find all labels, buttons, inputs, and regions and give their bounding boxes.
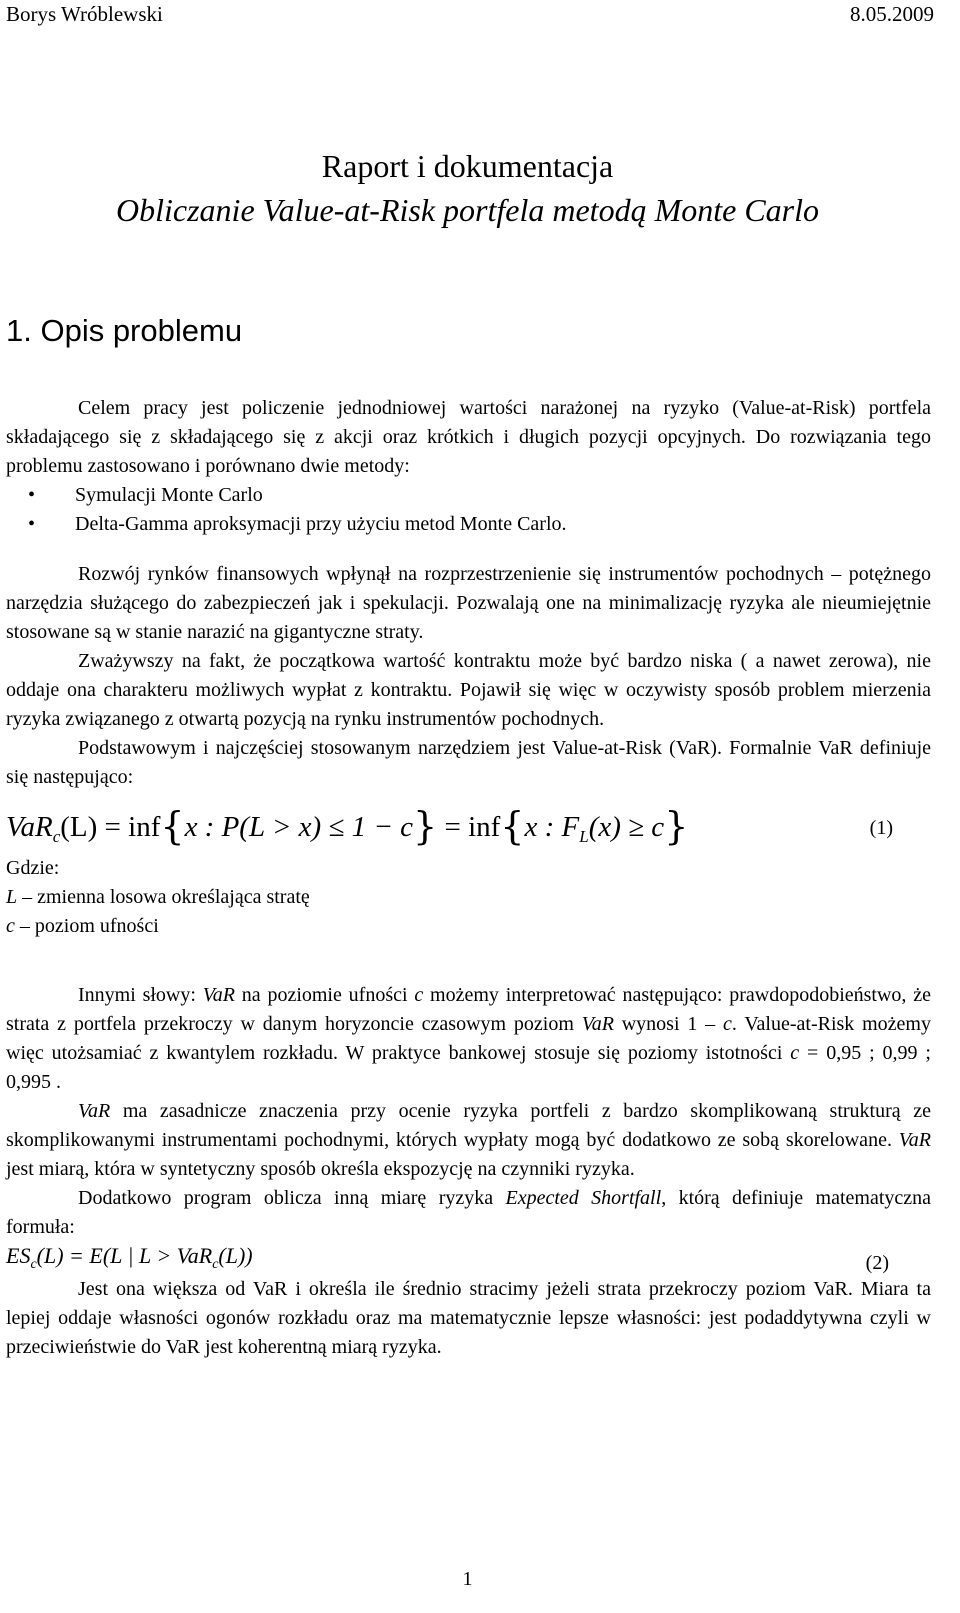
page-number: 1 bbox=[462, 1568, 473, 1590]
text-run: . Value-at-Risk możemy więc utożsamiać z kwantylem rozkładu. W praktyce bankowej stosuje się poziomy istotności bbox=[6, 1013, 931, 1064]
spacer bbox=[6, 941, 931, 981]
section-body bbox=[6, 394, 931, 1362]
paragraph-es-properties: Jest ona większa od VaR i określa ile średnio stracimy jeżeli strata przekroczy poziom VaR. Miara ta lepiej oddaje własności ogonów rozkładu oraz ma matematycznie lepsze własności: jest podaddytywna czyli w przeciwieństwie do VaR jest koherentną miarą ryzyka. bbox=[6, 1278, 931, 1358]
equation-symbol: ES bbox=[6, 1243, 31, 1268]
definition-symbol: c bbox=[6, 915, 15, 937]
equation-text: (L) = inf bbox=[60, 811, 161, 843]
paragraph-var-intro: Podstawowym i najczęściej stosowanym narzędziem jest Value-at-Risk (VaR). Formalnie VaR definiuje się następująco: bbox=[6, 737, 931, 788]
term-c: c bbox=[722, 1013, 732, 1035]
text-run: ma zasadnicze znaczenia przy ocenie ryzyka portfeli z bardzo skomplikowaną strukturą ze skomplikowanymi instrumentami pochodnymi, których wypłaty mogą być dodatkowo ze sobą skorelowane. bbox=[6, 1100, 931, 1151]
equation-subscript: c bbox=[30, 1257, 37, 1272]
text-run: , którą definiuje matematyczna formuła: bbox=[6, 1187, 932, 1238]
bullet-icon: • bbox=[28, 513, 36, 535]
equation-number: (2) bbox=[865, 1252, 889, 1274]
equation-number: (1) bbox=[869, 817, 893, 839]
brace-close: } bbox=[664, 804, 689, 848]
term-c: c bbox=[414, 984, 424, 1006]
equation-formula bbox=[6, 806, 688, 858]
header-author: Borys Wróblewski bbox=[6, 2, 163, 26]
equation-text: = inf bbox=[437, 811, 501, 843]
equation-expected-shortfall bbox=[6, 1242, 931, 1275]
text-run: Innymi słowy: bbox=[78, 984, 203, 1006]
equation-text: (L) = E(L | L > VaR bbox=[36, 1243, 213, 1268]
equation-text: (L)) bbox=[218, 1243, 253, 1268]
report-subtitle: Obliczanie Value-at-Risk portfela metodą Monte Carlo bbox=[116, 192, 819, 228]
paragraph-contract-value: Zważywszy na fakt, że początkowa wartość kontraktu może być bardzo niska ( a nawet zerowa), nie oddaje ona charakteru możliwych wypłat z kontraktu. Pojawił się więc w oczywisty sposób problem mierzenia ryzyka związanego z otwartą pozycją na rynku instrumentów pochodnych. bbox=[6, 650, 931, 730]
list-item bbox=[6, 481, 931, 510]
equation-set: (x) ≥ c bbox=[588, 811, 665, 843]
term-var: VaR bbox=[898, 1129, 931, 1151]
list-item-text: Symulacji Monte Carlo bbox=[75, 484, 263, 506]
brace-close: } bbox=[413, 804, 438, 848]
equation-symbol: VaR bbox=[6, 811, 53, 843]
term-c: c bbox=[790, 1042, 800, 1064]
brace-open: { bbox=[160, 804, 185, 848]
term-var: VaR bbox=[78, 1100, 111, 1122]
equation-formula bbox=[6, 1242, 253, 1279]
methods-list bbox=[6, 481, 931, 539]
report-title: Raport i dokumentacja bbox=[321, 148, 614, 184]
equation-set: x : P(L > x) ≤ 1 − c bbox=[184, 811, 414, 843]
spacer bbox=[6, 539, 931, 560]
definition-c bbox=[6, 912, 931, 941]
paragraph-derivatives: Rozwój rynków finansowych wpłynął na rozprzestrzenienie się instrumentów pochodnych – potężnego narzędzia służącego do zabezpieczeń jak i spekulacji. Pozwalają one na minimalizację ryzyka ale nieumiejętnie stosowane są w stanie narazić na gigantyczne straty. bbox=[6, 563, 931, 643]
list-item bbox=[6, 510, 931, 539]
equation-subscript: c bbox=[212, 1257, 219, 1272]
paragraph-expected-shortfall bbox=[6, 1184, 931, 1242]
bullet-icon: • bbox=[28, 484, 36, 506]
text-run: na poziomie ufności bbox=[234, 984, 415, 1006]
header-date: 8.05.2009 bbox=[850, 2, 934, 26]
text-run: możemy interpretować następująco: prawdopodobieństwo, że strata z portfela przekroczy w danym horyzoncie czasowym poziom bbox=[6, 984, 931, 1035]
equation-set: x : F bbox=[524, 811, 580, 843]
equation-var-definition bbox=[6, 806, 931, 854]
equation-subscript: c bbox=[52, 827, 61, 846]
equation-subscript: L bbox=[579, 827, 589, 846]
text-run: Dodatkowo program oblicza inną miarę ryzyka bbox=[78, 1187, 506, 1209]
paragraph-interpretation bbox=[6, 981, 931, 1097]
brace-open: { bbox=[500, 804, 525, 848]
text-run: wynosi 1 – bbox=[613, 1013, 723, 1035]
section-heading: 1. Opis problemu bbox=[6, 313, 243, 348]
where-label: Gdzie: bbox=[6, 857, 60, 879]
definition-L bbox=[6, 883, 931, 912]
term-var: VaR bbox=[202, 984, 235, 1006]
intro-paragraph: Celem pracy jest policzenie jednodniowej wartości narażonej na ryzyko (Value-at-Risk) portfela składającego się z składającego się z akcji oraz krótkich i długich pozycji opcyjnych. Do rozwiązania tego problemu zastosowano i porównano dwie metody: bbox=[6, 397, 931, 477]
definition-symbol: L bbox=[6, 886, 18, 908]
paragraph-var-importance bbox=[6, 1097, 931, 1184]
text-run: jest miarą, która w syntetyczny sposób określa ekspozycję na czynniki ryzyka. bbox=[6, 1158, 635, 1180]
definition-text: – poziom ufności bbox=[14, 915, 159, 937]
text-run: = 0,95 ; 0,99 ; 0,995 . bbox=[6, 1042, 931, 1093]
term-var: VaR bbox=[581, 1013, 614, 1035]
definition-text: – zmienna losowa określająca stratę bbox=[17, 886, 310, 908]
list-item-text: Delta-Gamma aproksymacji przy użyciu metod Monte Carlo. bbox=[75, 513, 567, 535]
term-expected-shortfall: Expected Shortfall bbox=[505, 1187, 662, 1209]
